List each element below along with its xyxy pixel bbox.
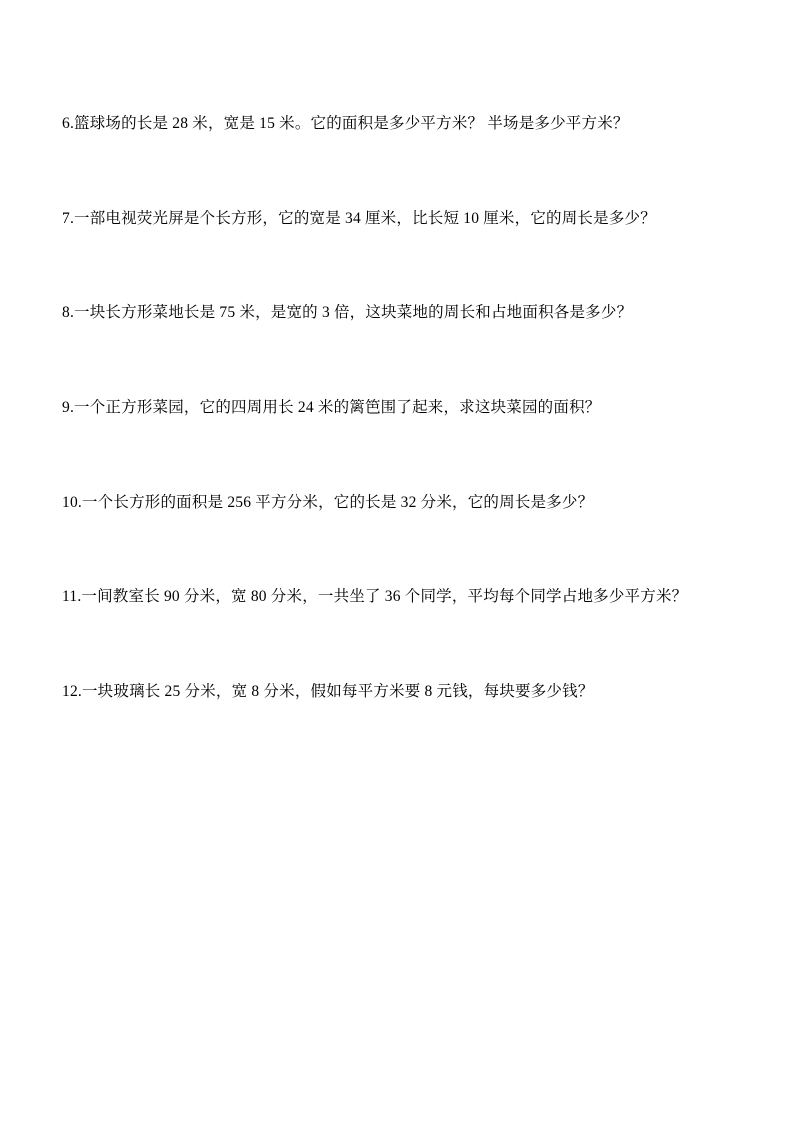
problem-item-10: 10.一个长方形的面积是 256 平方分米，它的长是 32 分米，它的周长是多少？ [62, 493, 594, 511]
problem-item-6: 6.篮球场的长是 28 米，宽是 15 米。它的面积是多少平方米？ 半场是多少平方米？ [62, 115, 629, 132]
problem-item-11: 11.一间教室长 90 分米，宽 80 分米，一共坐了 36 个同学，平均每个同学占地多少平方米？ [62, 588, 688, 606]
problem-item-12: 12.一块玻璃长 25 分米，宽 8 分米，假如每平方米要 8 元钱，每块要多少钱？ [62, 683, 594, 701]
problem-list [62, 110, 723, 707]
problem-item-7: 7.一部电视荧光屏是个长方形，它的宽是 34 厘米，比长短 10 厘米，它的周长是多少？ [62, 209, 656, 227]
problem-item-9: 9.一个正方形菜园，它的四周用长 24 米的篱笆围了起来，求这块菜园的面积？ [62, 399, 601, 417]
problem-item-8: 8.一块长方形菜地长是 75 米，是宽的 3 倍，这块菜地的周长和占地面积各是多少？ [62, 304, 633, 322]
